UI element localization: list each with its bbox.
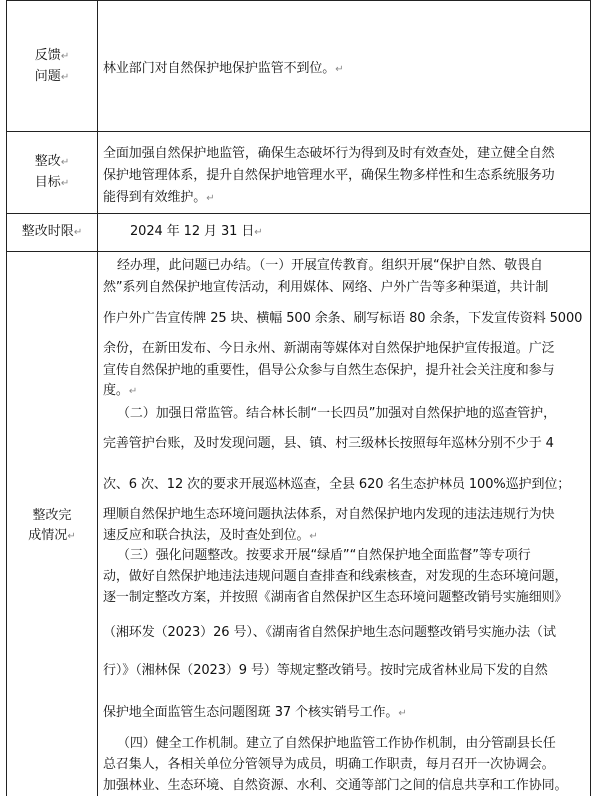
completion-line: 余份，在新田发布、今日永州、新湖南等媒体对自然保护地保护宣传报道。广泛 [103,341,555,356]
feedback-label-line-2: 问题 [34,69,61,84]
completion-line: 作户外广告宣传牌 25 块、横幅 500 余条、刷写标语 80 余条，下发宣传资料 5000 [103,311,583,326]
goal-label-line-1: 整改 [34,154,61,169]
goal-content [103,143,589,210]
completion-label-line-2: 成情况 [28,528,68,543]
completion-line: 总召集人，各相关单位分管领导为成员，明确工作职责，每月召开一次协调会。 [103,757,555,772]
completion-line: 行）》（湘林保（2023）9 号）等规定整改销号。按时完成省林业局下发的自然 [103,663,548,678]
completion-line: 逐一制定整改方案，并按照《湖南省自然保护区生态环境问题整改销号实施细则》 [103,590,568,605]
row-divider-3 [6,251,591,252]
completion-line: （二）加强日常监管。结合林长制“一长四员”加强对自然保护地的巡查管护， [117,406,556,421]
completion-line: 加强林业、生态环境、自然资源、水利、交通等部门之间的信息共享和工作协同。 [103,778,568,793]
feedback-content: 林业部门对自然保护地保护监管不到位。↵ [103,61,344,76]
goal-line: 保护地管理体系，提升自然保护地管理水平，确保生物多样性和生态系统服务功 [103,168,555,183]
table-border-right [590,0,591,796]
completion-line: 然”系列自然保护地宣传活动，利用媒体、网络、户外广告等多种渠道，共计制 [103,280,549,295]
feedback-label: 反馈↵ 问题↵ [34,48,70,84]
completion-line: （湘环发（2023）26 号）、《湖南省自然保护地生态问题整改销号实施办法（试 [103,625,556,640]
goal-label: 整改↵ 目标↵ [34,154,70,190]
completion-label-line-1: 整改完 [32,508,72,523]
goal-line: 全面加强自然保护地监管，确保生态破坏行为得到及时有效查处，建立健全自然 [103,146,555,161]
feedback-label-line-1: 反馈 [34,48,61,63]
completion-label: 整改完 成情况↵ [28,508,76,543]
completion-line: 次、6 次、12 次的要求开展巡林巡查，全县 620 名生态护林员 100%巡护到位； [103,477,571,492]
completion-line: 速反应和联合执法，及时查处到位。↵ [103,528,318,543]
row-divider-1 [6,131,591,132]
deadline-content: 2024 年 12 月 31 日↵ [130,224,263,239]
completion-line: 度。↵ [103,383,138,398]
goal-label-line-2: 目标 [34,175,61,190]
completion-line: 理顺自然保护地生态环境问题执法体系，对自然保护地内发现的违法违规行为快 [103,507,555,522]
completion-line: 经办理，此问题已办结。（一）开展宣传教育。组织开展“保护自然、敬畏自 [117,258,543,273]
completion-line: 保护地全面监管生态问题图斑 37 个核实销号工作。↵ [103,705,407,720]
completion-line: 动，做好自然保护地违法违规问题自查排查和线索核查，对发现的生态环境问题， [103,569,568,584]
table-column-divider [97,0,98,796]
completion-line: 宣传自然保护地的重要性，倡导公众参与自然生态保护，提升社会关注度和参与 [103,363,555,378]
completion-line: （三）强化问题整改。按要求开展“绿盾”“自然保护地全面监督”等专项行 [117,548,531,563]
table-border-left [6,0,7,796]
row-divider-2 [6,213,591,214]
table-border-top [6,0,591,1]
completion-line: （四）健全工作机制。建立了自然保护地监管工作协作机制，由分管副县长任 [117,736,556,751]
deadline-label: 整改时限↵ [21,224,83,239]
completion-line: 完善管护台账，及时发现问题，县、镇、村三级林长按照每年巡林分别不少于 4 [103,436,554,451]
goal-line: 能得到有效维护。↵ [103,190,215,205]
